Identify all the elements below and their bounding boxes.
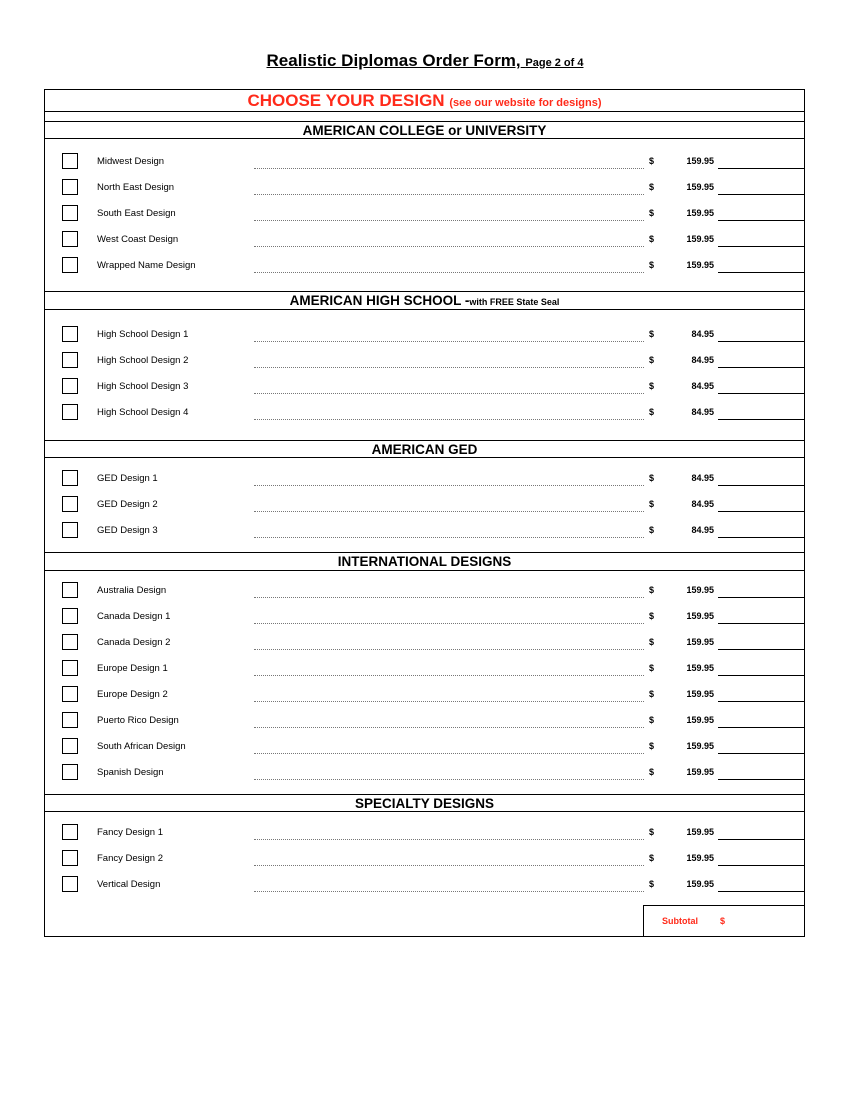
design-name: Puerto Rico Design xyxy=(97,715,179,726)
design-price: 84.95 xyxy=(691,355,714,365)
amount-field[interactable] xyxy=(718,891,804,892)
amount-field[interactable] xyxy=(718,727,804,728)
leader-line xyxy=(254,341,644,342)
design-price: 159.95 xyxy=(686,260,714,270)
section-title-text: SPECIALTY DESIGNS xyxy=(354,796,495,811)
design-checkbox[interactable] xyxy=(62,257,78,273)
design-name: High School Design 1 xyxy=(97,329,189,340)
design-checkbox[interactable] xyxy=(62,231,78,247)
design-price: 84.95 xyxy=(691,407,714,417)
leader-line xyxy=(254,485,644,486)
design-checkbox[interactable] xyxy=(62,686,78,702)
leader-line xyxy=(254,511,644,512)
section-divider xyxy=(45,570,804,571)
design-price: 84.95 xyxy=(691,525,714,535)
amount-field[interactable] xyxy=(718,865,804,866)
page-indicator: Page 2 of 4 xyxy=(525,57,584,69)
form-title-main: Realistic Diplomas Order Form, xyxy=(266,51,521,70)
design-row xyxy=(45,470,804,490)
currency-symbol: $ xyxy=(649,879,655,889)
design-name: High School Design 2 xyxy=(97,355,189,366)
design-price: 159.95 xyxy=(686,879,714,889)
amount-field[interactable] xyxy=(718,701,804,702)
design-row xyxy=(45,712,804,732)
section-title xyxy=(45,553,804,571)
design-name: Canada Design 1 xyxy=(97,611,171,622)
amount-field[interactable] xyxy=(718,779,804,780)
amount-field[interactable] xyxy=(718,220,804,221)
leader-line xyxy=(254,675,644,676)
leader-line xyxy=(254,537,644,538)
currency-symbol: $ xyxy=(649,473,655,483)
design-price: 159.95 xyxy=(686,585,714,595)
amount-field[interactable] xyxy=(718,194,804,195)
design-name: Europe Design 2 xyxy=(97,689,168,700)
design-checkbox[interactable] xyxy=(62,876,78,892)
amount-field[interactable] xyxy=(718,367,804,368)
design-name: GED Design 1 xyxy=(97,473,158,484)
design-name: Vertical Design xyxy=(97,879,161,890)
design-checkbox[interactable] xyxy=(62,404,78,420)
amount-field[interactable] xyxy=(718,537,804,538)
design-checkbox[interactable] xyxy=(62,496,78,512)
currency-symbol: $ xyxy=(649,689,655,699)
section-title-text: AMERICAN COLLEGE or UNIVERSITY xyxy=(302,123,547,138)
design-price: 84.95 xyxy=(691,499,714,509)
design-price: 84.95 xyxy=(691,381,714,391)
leader-line xyxy=(254,597,644,598)
design-name: Australia Design xyxy=(97,585,167,596)
amount-field[interactable] xyxy=(718,649,804,650)
design-checkbox[interactable] xyxy=(62,824,78,840)
amount-field[interactable] xyxy=(718,511,804,512)
leader-line xyxy=(254,865,644,866)
design-name: North East Design xyxy=(97,182,175,193)
amount-field[interactable] xyxy=(718,419,804,420)
section-title xyxy=(45,122,804,139)
design-name: Europe Design 1 xyxy=(97,663,168,674)
design-checkbox[interactable] xyxy=(62,522,78,538)
currency-symbol: $ xyxy=(649,208,655,218)
order-form-table xyxy=(44,89,805,937)
section-divider xyxy=(45,457,804,458)
leader-line xyxy=(254,246,644,247)
leader-line xyxy=(254,168,644,169)
design-checkbox[interactable] xyxy=(62,634,78,650)
design-checkbox[interactable] xyxy=(62,378,78,394)
amount-field[interactable] xyxy=(718,168,804,169)
leader-line xyxy=(254,727,644,728)
design-checkbox[interactable] xyxy=(62,660,78,676)
leader-line xyxy=(254,779,644,780)
design-checkbox[interactable] xyxy=(62,179,78,195)
leader-line xyxy=(254,701,644,702)
divider xyxy=(45,111,804,112)
design-row xyxy=(45,582,804,602)
subtotal-currency: $ xyxy=(720,916,726,926)
currency-symbol: $ xyxy=(649,611,655,621)
section-title-text: AMERICAN GED xyxy=(371,442,478,457)
design-price: 84.95 xyxy=(691,329,714,339)
design-price: 159.95 xyxy=(686,767,714,777)
design-checkbox[interactable] xyxy=(62,738,78,754)
choose-design-header xyxy=(45,90,804,111)
amount-field[interactable] xyxy=(718,623,804,624)
design-checkbox[interactable] xyxy=(62,764,78,780)
design-row xyxy=(45,850,804,870)
design-name: Spanish Design xyxy=(97,767,164,778)
amount-field[interactable] xyxy=(718,341,804,342)
currency-symbol: $ xyxy=(649,355,655,365)
currency-symbol: $ xyxy=(649,234,655,244)
design-name: Wrapped Name Design xyxy=(97,260,196,271)
leader-line xyxy=(254,839,644,840)
design-row xyxy=(45,496,804,516)
design-row xyxy=(45,257,804,277)
leader-line xyxy=(254,220,644,221)
design-checkbox[interactable] xyxy=(62,712,78,728)
leader-line xyxy=(254,891,644,892)
currency-symbol: $ xyxy=(649,499,655,509)
design-row xyxy=(45,660,804,680)
design-checkbox[interactable] xyxy=(62,582,78,598)
design-price: 159.95 xyxy=(686,663,714,673)
design-price: 159.95 xyxy=(686,827,714,837)
design-row xyxy=(45,634,804,654)
design-row xyxy=(45,876,804,896)
form-title xyxy=(0,51,850,71)
subtotal-box xyxy=(643,905,804,936)
amount-field[interactable] xyxy=(718,597,804,598)
design-price: 159.95 xyxy=(686,156,714,166)
currency-symbol: $ xyxy=(649,853,655,863)
design-row xyxy=(45,231,804,251)
design-row xyxy=(45,686,804,706)
design-name: GED Design 2 xyxy=(97,499,158,510)
design-name: Canada Design 2 xyxy=(97,637,171,648)
currency-symbol: $ xyxy=(649,741,655,751)
section-title-text: AMERICAN HIGH SCHOOL - xyxy=(289,293,470,308)
choose-design-note: (see our website for designs) xyxy=(449,97,602,109)
design-name: Fancy Design 2 xyxy=(97,853,164,864)
design-price: 159.95 xyxy=(686,689,714,699)
design-checkbox[interactable] xyxy=(62,326,78,342)
design-checkbox[interactable] xyxy=(62,205,78,221)
leader-line xyxy=(254,272,644,273)
design-row xyxy=(45,352,804,372)
design-row xyxy=(45,608,804,628)
currency-symbol: $ xyxy=(649,827,655,837)
design-name: West Coast Design xyxy=(97,234,179,245)
design-row xyxy=(45,378,804,398)
amount-field[interactable] xyxy=(718,272,804,273)
design-price: 159.95 xyxy=(686,715,714,725)
design-row xyxy=(45,205,804,225)
design-price: 159.95 xyxy=(686,741,714,751)
design-price: 84.95 xyxy=(691,473,714,483)
currency-symbol: $ xyxy=(649,637,655,647)
currency-symbol: $ xyxy=(649,156,655,166)
amount-field[interactable] xyxy=(718,485,804,486)
design-row xyxy=(45,179,804,199)
currency-symbol: $ xyxy=(649,715,655,725)
design-price: 159.95 xyxy=(686,182,714,192)
leader-line xyxy=(254,367,644,368)
design-row xyxy=(45,404,804,424)
design-checkbox[interactable] xyxy=(62,352,78,368)
section-divider xyxy=(45,309,804,310)
design-price: 159.95 xyxy=(686,853,714,863)
design-price: 159.95 xyxy=(686,611,714,621)
amount-field[interactable] xyxy=(718,839,804,840)
design-price: 159.95 xyxy=(686,234,714,244)
design-checkbox[interactable] xyxy=(62,608,78,624)
leader-line xyxy=(254,393,644,394)
currency-symbol: $ xyxy=(649,525,655,535)
design-name: Fancy Design 1 xyxy=(97,827,164,838)
leader-line xyxy=(254,753,644,754)
currency-symbol: $ xyxy=(649,663,655,673)
design-checkbox[interactable] xyxy=(62,470,78,486)
leader-line xyxy=(254,623,644,624)
currency-symbol: $ xyxy=(649,585,655,595)
design-checkbox[interactable] xyxy=(62,850,78,866)
design-name: South East Design xyxy=(97,208,176,219)
currency-symbol: $ xyxy=(649,260,655,270)
section-title xyxy=(45,441,804,458)
section-subtitle: with FREE State Seal xyxy=(469,297,560,307)
leader-line xyxy=(254,649,644,650)
design-row xyxy=(45,153,804,173)
design-row xyxy=(45,326,804,346)
design-row xyxy=(45,522,804,542)
leader-line xyxy=(254,194,644,195)
currency-symbol: $ xyxy=(649,767,655,777)
leader-line xyxy=(254,419,644,420)
currency-symbol: $ xyxy=(649,329,655,339)
design-checkbox[interactable] xyxy=(62,153,78,169)
amount-field[interactable] xyxy=(718,393,804,394)
design-name: Midwest Design xyxy=(97,156,165,167)
currency-symbol: $ xyxy=(649,381,655,391)
design-name: High School Design 3 xyxy=(97,381,189,392)
section-divider xyxy=(45,138,804,139)
design-row xyxy=(45,764,804,784)
design-name: GED Design 3 xyxy=(97,525,158,536)
choose-design-title: CHOOSE YOUR DESIGN xyxy=(247,91,445,110)
section-divider xyxy=(45,811,804,812)
currency-symbol: $ xyxy=(649,407,655,417)
subtotal-label: Subtotal xyxy=(662,916,698,926)
design-name: South African Design xyxy=(97,741,186,752)
design-row xyxy=(45,824,804,844)
section-title xyxy=(45,292,804,310)
section-title xyxy=(45,795,804,812)
design-name: High School Design 4 xyxy=(97,407,189,418)
amount-field[interactable] xyxy=(718,753,804,754)
currency-symbol: $ xyxy=(649,182,655,192)
design-row xyxy=(45,738,804,758)
design-price: 159.95 xyxy=(686,637,714,647)
design-price: 159.95 xyxy=(686,208,714,218)
amount-field[interactable] xyxy=(718,246,804,247)
section-title-text: INTERNATIONAL DESIGNS xyxy=(337,554,512,569)
amount-field[interactable] xyxy=(718,675,804,676)
